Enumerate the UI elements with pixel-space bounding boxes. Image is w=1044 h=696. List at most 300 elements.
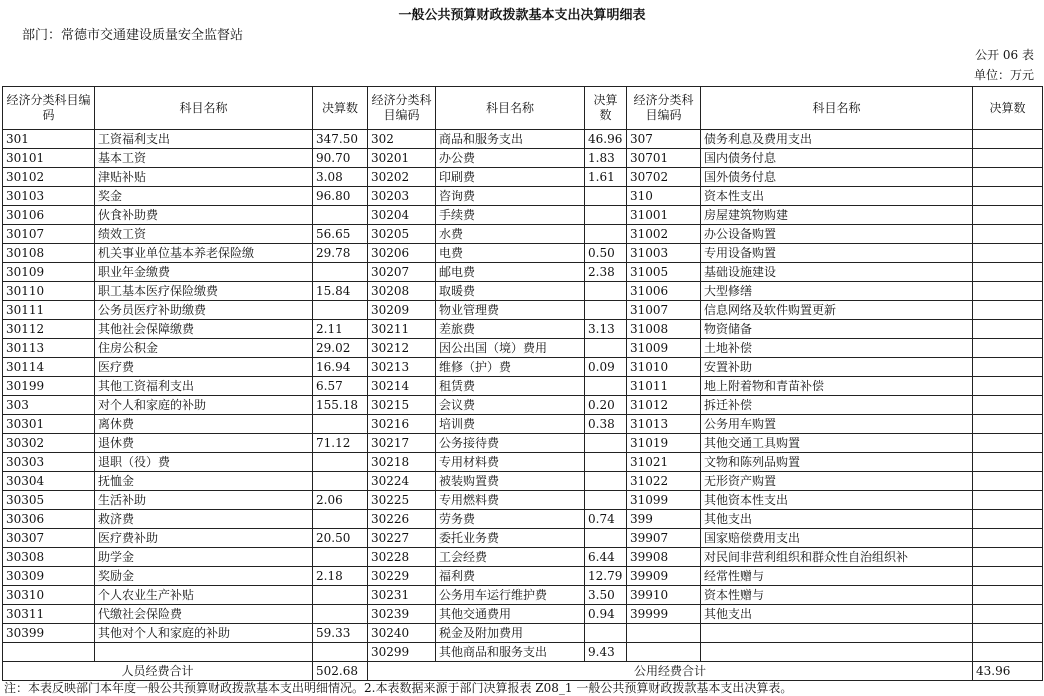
table-row: [3, 548, 1043, 567]
amount-cell: [973, 358, 1043, 377]
name-cell: 奖金: [95, 187, 313, 206]
code-cell: 31003: [627, 244, 701, 263]
table-row: [3, 149, 1043, 168]
public-total-label: 公用经费合计: [368, 662, 973, 681]
amount-cell: [973, 491, 1043, 510]
code-cell: 30110: [3, 282, 95, 301]
name-cell: 工会经费: [436, 548, 585, 567]
code-cell: 30206: [368, 244, 436, 263]
name-cell: 助学金: [95, 548, 313, 567]
code-cell: 30111: [3, 301, 95, 320]
code-cell: 30215: [368, 396, 436, 415]
name-cell: 退职（役）费: [95, 453, 313, 472]
name-cell: 国家赔偿费用支出: [701, 529, 973, 548]
code-cell: 31002: [627, 225, 701, 244]
name-cell: 对个人和家庭的补助: [95, 396, 313, 415]
name-cell: 专用设备购置: [701, 244, 973, 263]
table-row: [3, 453, 1043, 472]
name-cell: 机关事业单位基本养老保险缴: [95, 244, 313, 263]
table-row: [3, 130, 1043, 149]
code-cell: 30202: [368, 168, 436, 187]
table-row: [3, 206, 1043, 225]
table-row: [3, 244, 1043, 263]
table-row: [3, 358, 1043, 377]
amount-cell: [973, 453, 1043, 472]
name-cell: 生活补助: [95, 491, 313, 510]
name-cell: 医疗费补助: [95, 529, 313, 548]
header-amount-1: 决算数: [313, 87, 368, 130]
name-cell: 税金及附加费用: [436, 624, 585, 643]
name-cell: 物业管理费: [436, 301, 585, 320]
table-row: [3, 472, 1043, 491]
name-cell: 伙食补助费: [95, 206, 313, 225]
name-cell: 其他对个人和家庭的补助: [95, 624, 313, 643]
expenditure-table: [2, 86, 1043, 681]
name-cell: 土地补偿: [701, 339, 973, 358]
amount-cell: 29.02: [313, 339, 368, 358]
amount-cell: [585, 491, 627, 510]
public-total-value: 43.96: [973, 662, 1043, 681]
amount-cell: [973, 415, 1043, 434]
name-cell: 其他工资福利支出: [95, 377, 313, 396]
header-code-2: 经济分类科目编码: [368, 87, 436, 130]
amount-cell: 6.57: [313, 377, 368, 396]
name-cell: 办公费: [436, 149, 585, 168]
name-cell: 代缴社会保险费: [95, 605, 313, 624]
code-cell: 30102: [3, 168, 95, 187]
amount-cell: 0.94: [585, 605, 627, 624]
amount-cell: [585, 453, 627, 472]
amount-cell: [585, 187, 627, 206]
table-row: [3, 168, 1043, 187]
amount-cell: 3.13: [585, 320, 627, 339]
code-cell: 30229: [368, 567, 436, 586]
name-cell: 基础设施建设: [701, 263, 973, 282]
name-cell: 公务用车运行维护费: [436, 586, 585, 605]
amount-cell: [973, 567, 1043, 586]
amount-cell: [585, 206, 627, 225]
code-cell: 30311: [3, 605, 95, 624]
name-cell: 其他交通工具购置: [701, 434, 973, 453]
name-cell: 奖励金: [95, 567, 313, 586]
name-cell: [95, 643, 313, 662]
code-cell: 31021: [627, 453, 701, 472]
amount-cell: [585, 434, 627, 453]
code-cell: 30114: [3, 358, 95, 377]
code-cell: 303: [3, 396, 95, 415]
amount-cell: [585, 529, 627, 548]
code-cell: 39910: [627, 586, 701, 605]
table-row: [3, 377, 1043, 396]
name-cell: 印刷费: [436, 168, 585, 187]
code-cell: 30231: [368, 586, 436, 605]
name-cell: 地上附着物和青苗补偿: [701, 377, 973, 396]
code-cell: 30310: [3, 586, 95, 605]
amount-cell: [585, 225, 627, 244]
name-cell: 电费: [436, 244, 585, 263]
table-row: [3, 586, 1043, 605]
amount-cell: 1.61: [585, 168, 627, 187]
code-cell: 30307: [3, 529, 95, 548]
amount-cell: 1.83: [585, 149, 627, 168]
name-cell: 其他交通费用: [436, 605, 585, 624]
name-cell: 信息网络及软件购置更新: [701, 301, 973, 320]
table-row: [3, 263, 1043, 282]
name-cell: 租赁费: [436, 377, 585, 396]
table-row: [3, 320, 1043, 339]
personnel-total-label: 人员经费合计: [3, 662, 313, 681]
code-cell: 31001: [627, 206, 701, 225]
table-row: [3, 624, 1043, 643]
code-cell: 30302: [3, 434, 95, 453]
name-cell: 其他支出: [701, 605, 973, 624]
name-cell: 公务用车购置: [701, 415, 973, 434]
code-cell: 30239: [368, 605, 436, 624]
name-cell: 公务接待费: [436, 434, 585, 453]
code-cell: 31005: [627, 263, 701, 282]
amount-cell: [973, 605, 1043, 624]
name-cell: 维修（护）费: [436, 358, 585, 377]
amount-cell: [973, 586, 1043, 605]
code-cell: 30107: [3, 225, 95, 244]
amount-cell: [973, 320, 1043, 339]
code-cell: 31013: [627, 415, 701, 434]
header-name-1: 科目名称: [95, 87, 313, 130]
name-cell: 邮电费: [436, 263, 585, 282]
name-cell: 职工基本医疗保险缴费: [95, 282, 313, 301]
code-cell: 31006: [627, 282, 701, 301]
code-cell: 30224: [368, 472, 436, 491]
amount-cell: [973, 396, 1043, 415]
name-cell: 公务员医疗补助缴费: [95, 301, 313, 320]
name-cell: 救济费: [95, 510, 313, 529]
table-row: [3, 434, 1043, 453]
name-cell: 物资储备: [701, 320, 973, 339]
code-cell: 399: [627, 510, 701, 529]
name-cell: 专用材料费: [436, 453, 585, 472]
name-cell: 抚恤金: [95, 472, 313, 491]
table-row: [3, 187, 1043, 206]
amount-cell: [973, 244, 1043, 263]
name-cell: 拆迁补偿: [701, 396, 973, 415]
code-cell: 30240: [368, 624, 436, 643]
name-cell: 办公设备购置: [701, 225, 973, 244]
amount-cell: [973, 301, 1043, 320]
code-cell: 30309: [3, 567, 95, 586]
amount-cell: 3.08: [313, 168, 368, 187]
code-cell: 31009: [627, 339, 701, 358]
code-cell: 30702: [627, 168, 701, 187]
header-name-3: 科目名称: [701, 87, 973, 130]
code-cell: 31022: [627, 472, 701, 491]
code-cell: 30306: [3, 510, 95, 529]
amount-cell: [313, 510, 368, 529]
amount-cell: 56.65: [313, 225, 368, 244]
code-cell: 30205: [368, 225, 436, 244]
name-cell: 国内债务付息: [701, 149, 973, 168]
amount-cell: [973, 282, 1043, 301]
amount-cell: [973, 168, 1043, 187]
amount-cell: [973, 529, 1043, 548]
name-cell: 因公出国（境）费用: [436, 339, 585, 358]
code-cell: 310: [627, 187, 701, 206]
amount-cell: [973, 263, 1043, 282]
code-cell: 30227: [368, 529, 436, 548]
code-cell: 30214: [368, 377, 436, 396]
code-cell: 307: [627, 130, 701, 149]
code-cell: 30305: [3, 491, 95, 510]
code-cell: 30109: [3, 263, 95, 282]
name-cell: [701, 624, 973, 643]
amount-cell: [585, 624, 627, 643]
name-cell: 个人农业生产补贴: [95, 586, 313, 605]
code-cell: 30103: [3, 187, 95, 206]
amount-cell: [585, 377, 627, 396]
header-row: [3, 87, 1043, 130]
name-cell: 其他社会保障缴费: [95, 320, 313, 339]
name-cell: 委托业务费: [436, 529, 585, 548]
code-cell: 30106: [3, 206, 95, 225]
amount-cell: 46.96: [585, 130, 627, 149]
code-cell: 39909: [627, 567, 701, 586]
code-cell: 31007: [627, 301, 701, 320]
code-cell: 30209: [368, 301, 436, 320]
header-amount-2: 决算数: [585, 87, 627, 130]
code-cell: 30201: [368, 149, 436, 168]
name-cell: 国外债务付息: [701, 168, 973, 187]
name-cell: 绩效工资: [95, 225, 313, 244]
amount-cell: 20.50: [313, 529, 368, 548]
code-cell: 30208: [368, 282, 436, 301]
name-cell: 职业年金缴费: [95, 263, 313, 282]
code-cell: 30108: [3, 244, 95, 263]
code-cell: 30101: [3, 149, 95, 168]
table-row: [3, 415, 1043, 434]
name-cell: 取暖费: [436, 282, 585, 301]
code-cell: 31012: [627, 396, 701, 415]
code-cell: [627, 624, 701, 643]
code-cell: 30199: [3, 377, 95, 396]
code-cell: 39907: [627, 529, 701, 548]
code-cell: 30299: [368, 643, 436, 662]
name-cell: 咨询费: [436, 187, 585, 206]
amount-cell: [973, 643, 1043, 662]
table-row: [3, 529, 1043, 548]
code-cell: [3, 643, 95, 662]
amount-cell: 0.50: [585, 244, 627, 263]
amount-cell: 0.38: [585, 415, 627, 434]
amount-cell: [973, 548, 1043, 567]
name-cell: 被装购置费: [436, 472, 585, 491]
amount-cell: [973, 206, 1043, 225]
code-cell: 30216: [368, 415, 436, 434]
code-cell: 31011: [627, 377, 701, 396]
table-row: [3, 225, 1043, 244]
code-cell: 31010: [627, 358, 701, 377]
code-cell: 30303: [3, 453, 95, 472]
name-cell: 培训费: [436, 415, 585, 434]
name-cell: 基本工资: [95, 149, 313, 168]
amount-cell: [313, 301, 368, 320]
name-cell: 经常性赠与: [701, 567, 973, 586]
totals-row: [3, 662, 1043, 681]
amount-cell: [973, 225, 1043, 244]
name-cell: 债务利息及费用支出: [701, 130, 973, 149]
amount-cell: [973, 149, 1043, 168]
header-code-1: 经济分类科目编码: [3, 87, 95, 130]
code-cell: 30112: [3, 320, 95, 339]
name-cell: 住房公积金: [95, 339, 313, 358]
name-cell: 福利费: [436, 567, 585, 586]
name-cell: 其他商品和服务支出: [436, 643, 585, 662]
code-cell: 30203: [368, 187, 436, 206]
amount-cell: 2.06: [313, 491, 368, 510]
code-cell: 30301: [3, 415, 95, 434]
table-row: [3, 396, 1043, 415]
amount-cell: [973, 472, 1043, 491]
name-cell: 工资福利支出: [95, 130, 313, 149]
name-cell: 大型修缮: [701, 282, 973, 301]
code-cell: 30207: [368, 263, 436, 282]
table-row: [3, 643, 1043, 662]
name-cell: 差旅费: [436, 320, 585, 339]
amount-cell: 2.18: [313, 567, 368, 586]
code-cell: 30225: [368, 491, 436, 510]
name-cell: 文物和陈列品购置: [701, 453, 973, 472]
code-cell: 30211: [368, 320, 436, 339]
amount-cell: 12.79: [585, 567, 627, 586]
code-cell: 30228: [368, 548, 436, 567]
amount-cell: 0.20: [585, 396, 627, 415]
table-row: [3, 339, 1043, 358]
amount-cell: [973, 187, 1043, 206]
amount-cell: [585, 301, 627, 320]
department-label: 部门：常德市交通建设质量安全监督站: [22, 28, 244, 43]
amount-cell: [973, 339, 1043, 358]
amount-cell: [313, 586, 368, 605]
code-cell: 30304: [3, 472, 95, 491]
code-cell: 31008: [627, 320, 701, 339]
name-cell: 无形资产购置: [701, 472, 973, 491]
header-amount-3: 决算数: [973, 87, 1043, 130]
name-cell: 对民间非营利组织和群众性自治组织补: [701, 548, 973, 567]
code-cell: 39999: [627, 605, 701, 624]
amount-cell: 71.12: [313, 434, 368, 453]
amount-cell: [313, 643, 368, 662]
amount-cell: [313, 453, 368, 472]
amount-cell: [973, 434, 1043, 453]
amount-cell: 6.44: [585, 548, 627, 567]
name-cell: 专用燃料费: [436, 491, 585, 510]
code-cell: 30212: [368, 339, 436, 358]
table-code: 公开 06 表: [975, 48, 1034, 62]
name-cell: 其他资本性支出: [701, 491, 973, 510]
amount-cell: [313, 472, 368, 491]
amount-cell: 2.38: [585, 263, 627, 282]
amount-cell: [313, 263, 368, 282]
name-cell: 退休费: [95, 434, 313, 453]
code-cell: 39908: [627, 548, 701, 567]
name-cell: [701, 643, 973, 662]
name-cell: 资本性赠与: [701, 586, 973, 605]
amount-cell: 9.43: [585, 643, 627, 662]
name-cell: 劳务费: [436, 510, 585, 529]
code-cell: 30701: [627, 149, 701, 168]
code-cell: 31019: [627, 434, 701, 453]
code-cell: 302: [368, 130, 436, 149]
name-cell: 其他支出: [701, 510, 973, 529]
amount-cell: 59.33: [313, 624, 368, 643]
amount-cell: [313, 548, 368, 567]
name-cell: 水费: [436, 225, 585, 244]
name-cell: 离休费: [95, 415, 313, 434]
amount-cell: [313, 206, 368, 225]
table-row: [3, 301, 1043, 320]
amount-cell: [313, 415, 368, 434]
code-cell: 30218: [368, 453, 436, 472]
amount-cell: [585, 339, 627, 358]
code-cell: 30213: [368, 358, 436, 377]
report-title: 一般公共预算财政拨款基本支出决算明细表: [398, 8, 646, 23]
table-row: [3, 605, 1043, 624]
header-code-3: 经济分类科目编码: [627, 87, 701, 130]
amount-cell: 90.70: [313, 149, 368, 168]
name-cell: 资本性支出: [701, 187, 973, 206]
name-cell: 房屋建筑物购建: [701, 206, 973, 225]
amount-cell: [585, 282, 627, 301]
code-cell: 301: [3, 130, 95, 149]
amount-cell: 3.50: [585, 586, 627, 605]
amount-cell: 347.50: [313, 130, 368, 149]
code-cell: 30217: [368, 434, 436, 453]
amount-cell: [973, 510, 1043, 529]
amount-cell: [973, 624, 1043, 643]
footnote: 注：本表反映部门本年度一般公共预算财政拨款基本支出明细情况。2.本表数据来源于部门决算报表 Z08_1 一般公共预算财政拨款基本支出决算表。: [4, 681, 793, 695]
amount-cell: 15.84: [313, 282, 368, 301]
name-cell: 医疗费: [95, 358, 313, 377]
table-row: [3, 567, 1043, 586]
header-name-2: 科目名称: [436, 87, 585, 130]
amount-cell: 29.78: [313, 244, 368, 263]
amount-cell: 16.94: [313, 358, 368, 377]
code-cell: [627, 643, 701, 662]
code-cell: 30226: [368, 510, 436, 529]
amount-cell: 2.11: [313, 320, 368, 339]
code-cell: 31099: [627, 491, 701, 510]
amount-cell: [973, 377, 1043, 396]
code-cell: 30113: [3, 339, 95, 358]
amount-cell: 0.09: [585, 358, 627, 377]
code-cell: 30204: [368, 206, 436, 225]
table-row: [3, 510, 1043, 529]
name-cell: 商品和服务支出: [436, 130, 585, 149]
table-row: [3, 491, 1043, 510]
table-row: [3, 282, 1043, 301]
personnel-total-value: 502.68: [313, 662, 368, 681]
code-cell: 30399: [3, 624, 95, 643]
name-cell: 安置补助: [701, 358, 973, 377]
amount-cell: 96.80: [313, 187, 368, 206]
unit-label: 单位：万元: [973, 68, 1034, 82]
amount-cell: [313, 605, 368, 624]
amount-cell: 0.74: [585, 510, 627, 529]
name-cell: 津贴补贴: [95, 168, 313, 187]
code-cell: 30308: [3, 548, 95, 567]
amount-cell: [585, 472, 627, 491]
name-cell: 手续费: [436, 206, 585, 225]
name-cell: 会议费: [436, 396, 585, 415]
amount-cell: 155.18: [313, 396, 368, 415]
